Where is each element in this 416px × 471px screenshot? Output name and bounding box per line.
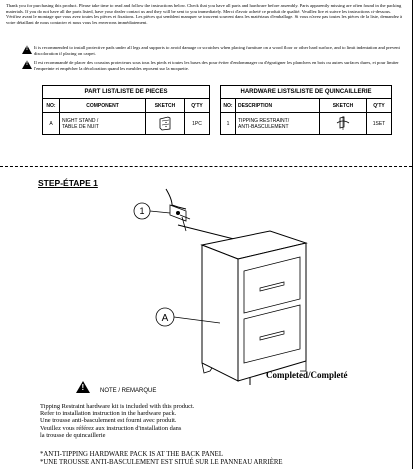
warning-icon	[76, 381, 90, 393]
cell-no: 1	[221, 113, 236, 135]
anti-tipping-line: *ANTI-TIPPING HARDWARE PACK IS AT THE BACK PANEL	[40, 451, 223, 458]
col-header: Q'TY	[185, 99, 210, 113]
callout-a: A	[161, 313, 169, 324]
nightstand-sketch-icon	[146, 113, 185, 135]
col-header: SKETCH	[320, 99, 367, 113]
parts-table	[42, 85, 210, 135]
col-header: NO:	[43, 99, 60, 113]
note-line: Refer to installation instruction in the hardware pack.	[40, 410, 177, 418]
parts-table-title: PART LIST/LISTE DE PIECES	[43, 86, 210, 99]
cell-qty: 1SET	[367, 113, 392, 135]
notes	[40, 403, 194, 439]
note-line: Tipping Restraint hardware kit is included with this product.	[40, 403, 195, 410]
hardware-table	[220, 85, 392, 135]
col-header: COMPONENT	[60, 99, 146, 113]
anti-tipping-line: *UNE TROUSSE ANTI-BASCULEMENT EST SITUÉ SUR LE PANNEAU ARRIÈRE	[40, 458, 283, 466]
step-title: STEP-ÉTAPE 1	[38, 178, 98, 188]
cell-description: TIPPING RESTRAINT/ ANTI-BASCULEMENT	[236, 113, 320, 135]
note-line: la trousse de quincaillerie	[40, 431, 106, 439]
callout-1: 1	[139, 206, 145, 216]
cell-component: NIGHT STAND / TABLE DE NUIT	[60, 113, 146, 135]
note-line: Une trousse anti-basculement est fourni avec produit.	[40, 417, 177, 425]
col-header: NO:	[221, 99, 236, 113]
completed-label: Completed/Completé	[266, 370, 348, 380]
cell-qty: 1PC	[185, 113, 210, 135]
nightstand-illustration	[120, 185, 320, 390]
col-header: SKETCH	[146, 99, 185, 113]
warning-text-fr: Il est recommandé de placer des coussins protecteurs sous tous les pieds et toutes les bases des pour éviter d'endommager ou d'égratigner les planchers en bois ou autres surfaces dures, et pour limiter l'empreinte et empêcher la décoloration quand les meubles reposent sur la moquette.	[34, 60, 399, 71]
tipping-restraint-sketch-icon	[320, 113, 367, 135]
section-divider	[0, 166, 412, 167]
cell-no: A	[43, 113, 60, 135]
warning-text-en: It is recommended to install protective pads under all legs and supports to avoid damage or scratches when placing furniture on a wood floor or other hard surface, and to limit indentation and prevent discoloration if placing on carpet.	[34, 45, 400, 56]
hardware-table-title: HARDWARE LISTS/LISTE DE QUINCAILLERIE	[221, 86, 392, 99]
warning-icon	[22, 45, 32, 54]
anti-tipping-notes	[40, 451, 283, 466]
col-header: Q'TY	[367, 99, 392, 113]
warning-icon	[22, 60, 32, 69]
intro-text: Thank you for purchasing this product. Please take time to read and follow the instructions below. Check that you have all parts and hardware before assembly. Parts apparently missing are often found in the packing materials. If you do not have all the parts listed, have your dealer contact us and they will be sent to you immediately. Merci d'avoir acheté ce produit de qualité. Veuillez lire et suivre les instructions ci-dessous. Vérifiez avant le montage que vous avez toutes les pièces et fixations. Les pièces qui semblent manquer se trouvent souvent dans les matériaux d'emballage. Si vous n'avez pas toutes les pièces de la liste, demandez à votre détaillant de nous contacter et nous vous les enverrons immédiatement.	[6, 3, 403, 25]
col-header: DESCRIPTION	[236, 99, 320, 113]
note-label: NOTE / REMARQUE	[100, 388, 157, 394]
note-line: Veuillez vous référez aux instruction d'installation dans	[40, 424, 182, 432]
